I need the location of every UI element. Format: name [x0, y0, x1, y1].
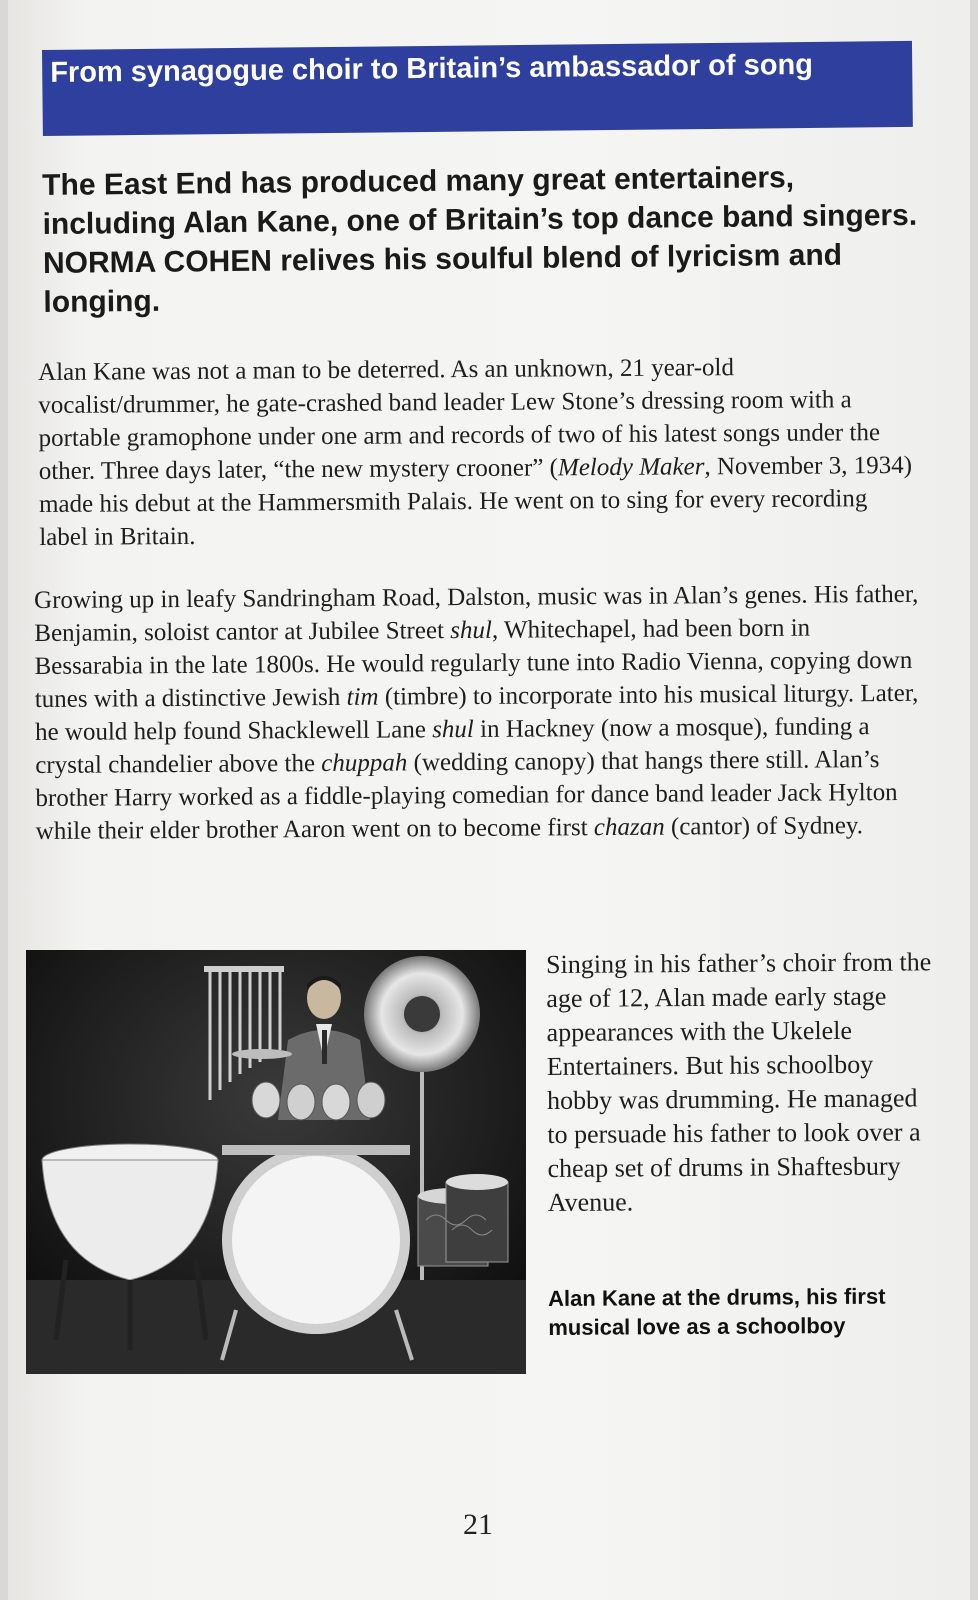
italic-text-run: shul [432, 715, 474, 744]
text-run: , November 3, 1934) made his debut at the Hammersmith Palais. He went on to sing for every recording label in Britain. [38, 451, 913, 551]
photo-caption: Alan Kane at the drums, his first musical love as a schoolboy [548, 1283, 886, 1340]
title-banner [42, 41, 913, 136]
italic-text-run: Melody Maker [557, 453, 705, 482]
text-run: (cantor) of Sydney. [664, 812, 864, 841]
body-paragraph-3: Singing in his father’s choir from the age of 12, Alan made early stage appearances with the Ukelele Entertainers. But his schoolboy hobby was drumming. He managed to persuade his father to look over a cheap set of drums in Shaftesbury Avenue. [546, 947, 932, 1217]
body-paragraph-1 [38, 350, 919, 554]
text-run: , Whitechapel, had been born in Bessarabia in the late 1800s. He would regularly tune into Radio Vienna, copying down tunes with a distinctive Jewish [34, 614, 913, 713]
text-run: (wedding canopy) that hangs there still. Alan’s brother Harry worked as a fiddle-playing comedian for dance band leader Jack Hylton while their elder brother Aaron went on to become first [35, 746, 898, 845]
page-number: 21 [463, 1508, 493, 1541]
italic-text-run: shul [450, 616, 493, 645]
italic-text-run: chazan [593, 813, 665, 842]
article-title: From synagogue choir to Britain’s ambassador of song [50, 48, 814, 89]
italic-text-run: chuppah [321, 749, 408, 777]
text-run: Alan Kane was not a man to be deterred. As an unknown, 21 year-old vocalist/drummer, he gate-crashed band leader Lew Stone’s dressing room with a portable gramophone under one arm and records of two of his latest songs under the other. Three days later, “the new mystery crooner” ( [38, 354, 881, 485]
drum-kit-illustration [26, 950, 526, 1374]
text-run: Growing up in leafy Sandringham Road, Dalston, music was in Alan’s genes. His father, Benjamin, soloist cantor at Jubilee Street [34, 580, 919, 647]
article-standfirst: The East End has produced many great entertainers, including Alan Kane, one of Britain’s top dance band singers. NORMA COHEN relives his soulful blend of lyricism and longing. [42, 161, 918, 319]
drummer-photo [26, 950, 526, 1374]
magazine-page [8, 0, 970, 1600]
body-paragraph-2 [34, 578, 926, 848]
italic-text-run: tim [346, 683, 379, 711]
text-run: in Hackney (now a mosque), funding a crystal chandelier above the [35, 713, 870, 779]
text-run: (timbre) to incorporate into his musical liturgy. Later, he would help found Shacklewell Lane [34, 679, 919, 746]
